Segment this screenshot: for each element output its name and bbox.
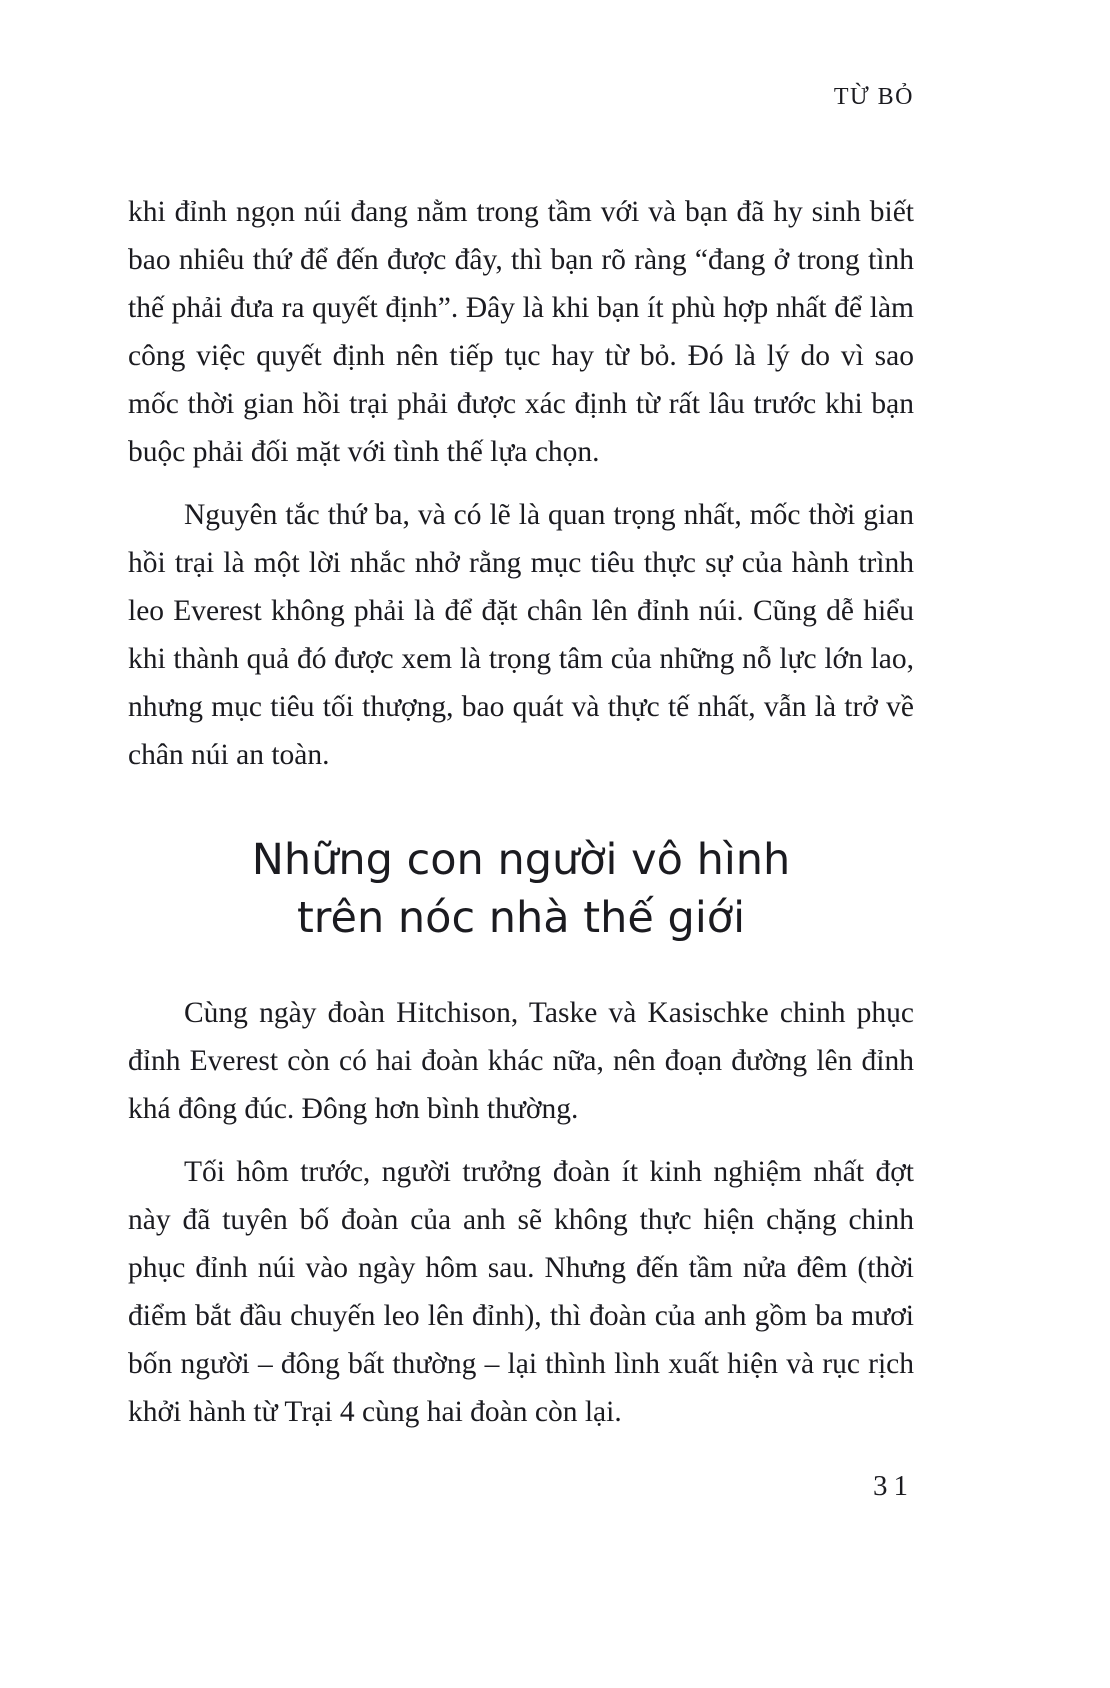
page-number: 31 [873, 1470, 914, 1502]
paragraph: Nguyên tắc thứ ba, và có lẽ là quan trọng nhất, mốc thời gian hồi trại là một lời nhắc nhở rằng mục tiêu thực sự của hành trình leo Everest không phải là để đặt chân lên đỉnh núi. Cũng dễ hiểu khi thành quả đó được xem là trọng tâm của những nỗ lực lớn lao, nhưng mục tiêu tối thượng, bao quát và thực tế nhất, vẫn là trở về chân núi an toàn. [128, 499, 914, 771]
section-heading [128, 831, 914, 947]
paragraph: Tối hôm trước, người trưởng đoàn ít kinh nghiệm nhất đợt này đã tuyên bố đoàn của anh sẽ không thực hiện chặng chinh phục đỉnh núi vào ngày hôm sau. Nhưng đến tầm nửa đêm (thời điểm bắt đầu chuyến leo lên đỉnh), thì đoàn của anh gồm ba mươi bốn người – đông bất thường – lại thình lình xuất hiện và rục rịch khởi hành từ Trại 4 cùng hai đoàn còn lại. [128, 1156, 914, 1428]
text-block [128, 188, 914, 1451]
section-heading-line-2: trên nóc nhà thế giới [296, 893, 746, 943]
section-heading-line-1: Những con người vô hình [251, 835, 791, 885]
running-header: TỪ BỎ [833, 84, 914, 110]
paragraph: Cùng ngày đoàn Hitchison, Taske và Kasischke chinh phục đỉnh Everest còn có hai đoàn khác nữa, nên đoạn đường lên đỉnh khá đông đúc. Đông hơn bình thường. [128, 997, 914, 1125]
paragraph-continuation: khi đỉnh ngọn núi đang nằm trong tầm với và bạn đã hy sinh biết bao nhiêu thứ để đến được đây, thì bạn rõ ràng “đang ở trong tình thế phải đưa ra quyết định”. Đây là khi bạn ít phù hợp nhất để làm công việc quyết định nên tiếp tục hay từ bỏ. Đó là lý do vì sao mốc thời gian hồi trại phải được xác định từ rất lâu trước khi bạn buộc phải đối mặt với tình thế lựa chọn. [128, 196, 914, 468]
